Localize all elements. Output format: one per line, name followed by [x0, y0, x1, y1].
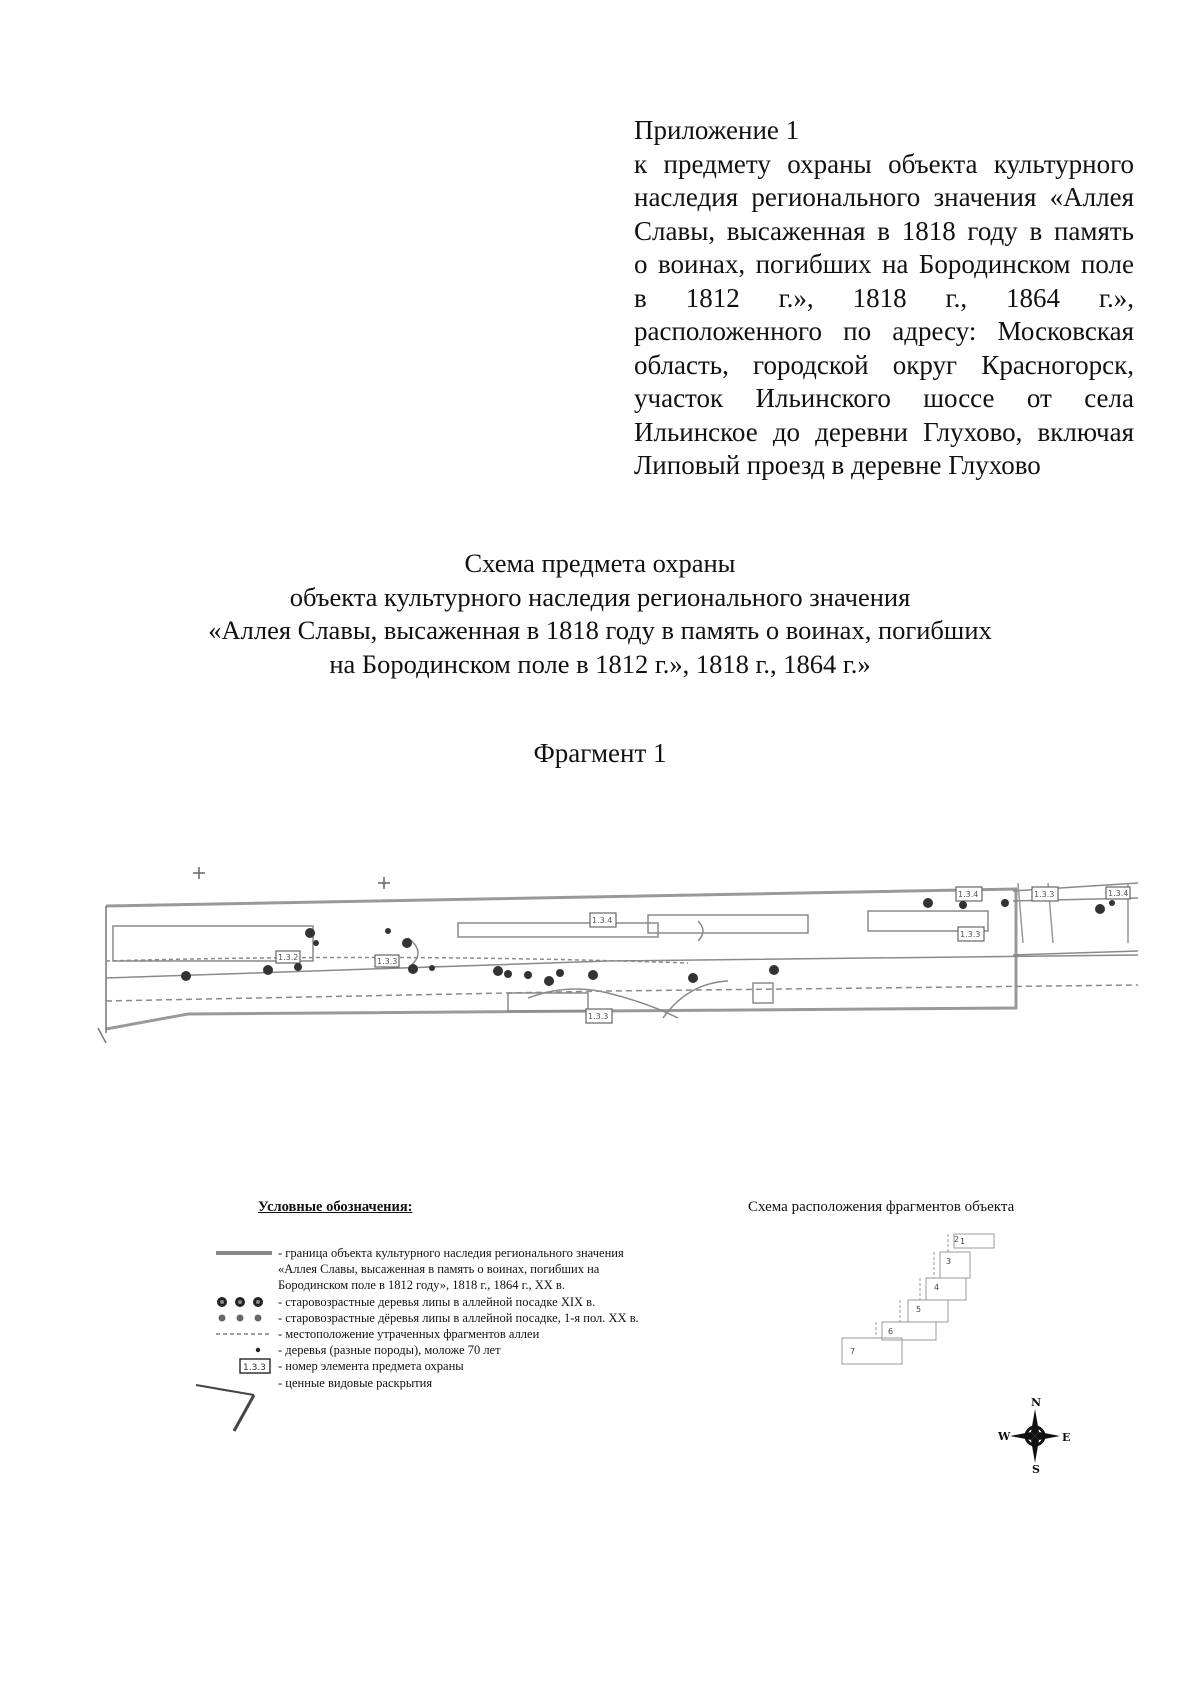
boundary-line-icon [214, 1245, 274, 1261]
appendix-line: Славы, высаженная в 1818 году в память [634, 215, 1134, 246]
legend-text: - деревья (разные породы), моложе 70 лет [278, 1343, 501, 1358]
legend-text: «Аллея Славы, высаженная в память о воинах, погибших на [278, 1262, 600, 1277]
compass-east: E [1062, 1431, 1071, 1444]
legend-element-label: 1.3.3 [243, 1363, 266, 1374]
legend-text: - номер элемента предмета охраны [278, 1359, 464, 1374]
fragment-number: 3 [946, 1257, 952, 1266]
legend-text: - граница объекта культурного наследия регионального значения [278, 1246, 624, 1260]
fragment-title: Фрагмент 1 [533, 738, 667, 768]
heading-line: на Бородинском поле в 1812 г.», 1818 г., 1864 г.» [329, 648, 871, 679]
fragment-number: 6 [888, 1327, 894, 1336]
fragment-number: 4 [934, 1283, 940, 1292]
compass-rose-icon [996, 1395, 1076, 1475]
legend-item [214, 1375, 734, 1429]
plan-label: 1.3.3 [960, 930, 981, 939]
compass-north: N [1031, 1396, 1042, 1409]
legend-item [214, 1326, 734, 1342]
appendix-line: Липовый проезд в деревне Глухово [634, 450, 1041, 480]
heading-line: объекта культурного наследия регионального значения [289, 581, 911, 612]
heading-line: Схема предмета охраны [464, 548, 736, 578]
scheme-heading [100, 547, 1100, 681]
appendix-line: Ильинское до деревни Глухово, включая [634, 416, 1134, 447]
legend-text: Бородинском поле в 1812 году», 1818 г., 1864 г., XX в. [278, 1278, 565, 1293]
plan-label: 1.3.2 [278, 953, 299, 962]
fragment-number: 7 [850, 1347, 856, 1356]
layout-scheme-title: Схема расположения фрагментов объекта [748, 1199, 1015, 1215]
legend-item [214, 1358, 734, 1374]
legend-item [214, 1342, 734, 1358]
legend-item [214, 1245, 734, 1294]
legend-item [214, 1294, 734, 1310]
old-lime-19c-icon [214, 1294, 274, 1310]
appendix-line: область, городской округ Красногорск, [634, 349, 1134, 380]
appendix-line: участок Ильинского шоссе от села [634, 383, 1134, 413]
appendix-line: к предмету охраны объекта культурного [634, 148, 1134, 179]
fragment-number: 2 [954, 1235, 960, 1244]
element-number-icon [214, 1358, 274, 1374]
compass-west: W [998, 1430, 1011, 1443]
plan-label: 1.3.4 [592, 916, 613, 925]
legend-text: - старовозрастные дёревья липы в аллейной посадке, 1-я пол. XX в. [278, 1310, 639, 1325]
plan-label: 1.3.3 [377, 957, 398, 966]
appendix-note [634, 114, 1134, 483]
legend-text: - ценные видовые раскрытия [278, 1375, 433, 1390]
appendix-line: в 1812 г.», 1818 г., 1864 г.», [634, 282, 1134, 313]
legend-text: - старовозрастные деревья липы в аллейной посадке XIX в. [278, 1294, 596, 1309]
appendix-line: о воинах, погибших на Бородинском поле [634, 249, 1134, 279]
fragment-number: 1 [960, 1237, 966, 1246]
old-lime-20c-icon [214, 1310, 274, 1326]
heading-line: «Аллея Славы, высаженная в 1818 году в память о воинах, погибших [208, 615, 992, 645]
view-opening-icon [194, 1377, 274, 1433]
plan-label: 1.3.4 [958, 890, 979, 899]
legend [214, 1245, 734, 1429]
plan-label: 1.3.3 [588, 1012, 609, 1021]
appendix-line: расположенного по адресу: Московская [634, 316, 1134, 346]
legend-item [214, 1310, 734, 1326]
fragment-layout-scheme [836, 1230, 1026, 1370]
plan-label: 1.3.3 [1034, 890, 1055, 899]
appendix-line: Приложение 1 [634, 115, 800, 145]
legend-title: Условные обозначения: [258, 1199, 413, 1215]
appendix-line: наследия регионального значения «Аллея [634, 182, 1134, 212]
plan-label: 1.3.4 [1108, 889, 1129, 898]
lost-fragments-line-icon [214, 1326, 274, 1342]
legend-text: - местоположение утраченных фрагментов аллеи [278, 1327, 540, 1342]
young-tree-icon [214, 1342, 274, 1358]
alley-plan [88, 843, 1138, 1043]
compass-south: S [1032, 1463, 1040, 1475]
fragment-number: 5 [916, 1305, 922, 1314]
